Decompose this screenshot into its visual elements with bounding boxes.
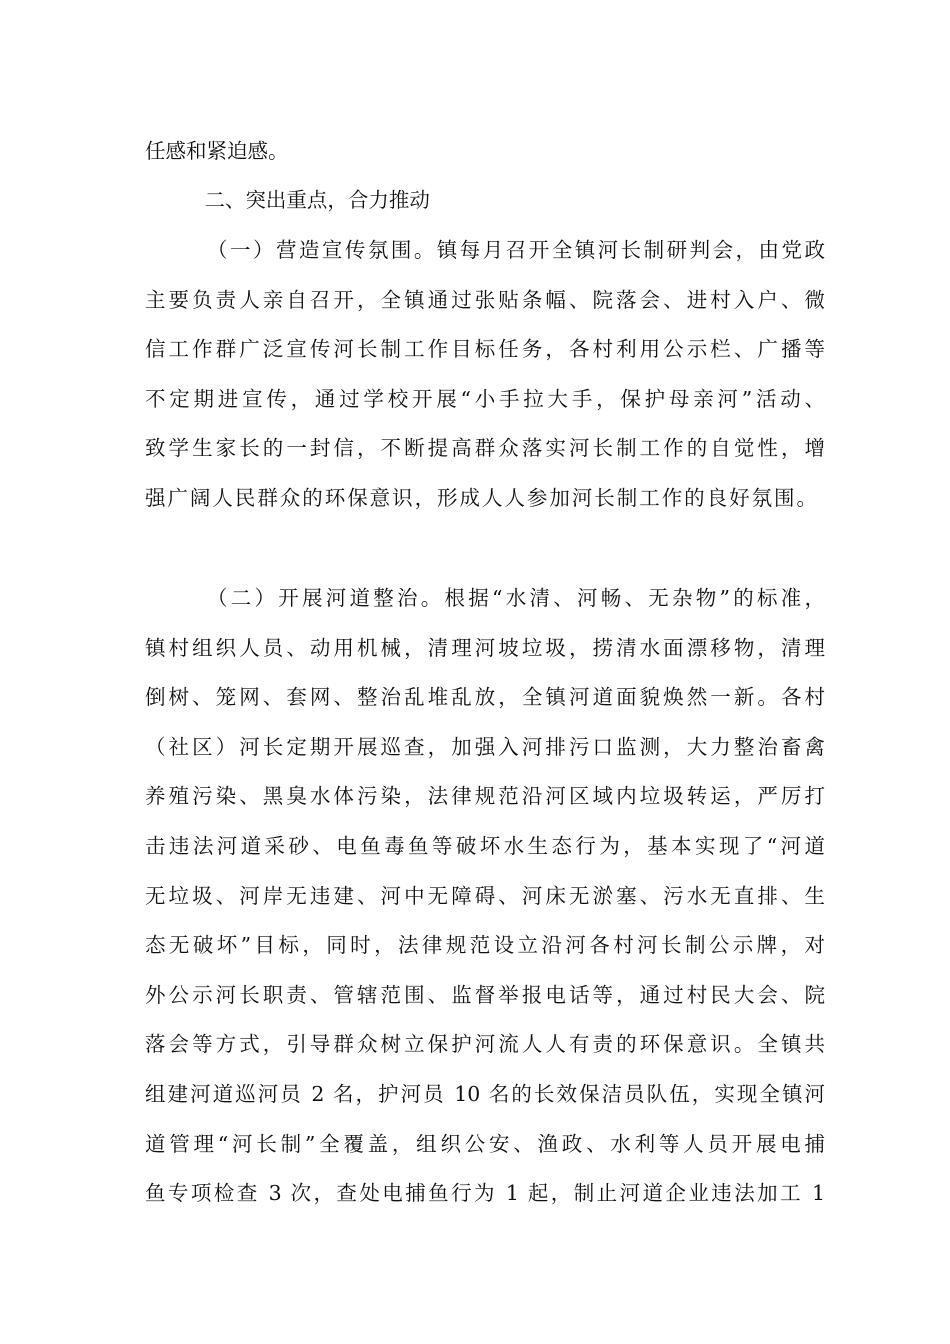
text-line: 态无破坏”目标，同时，法律规范设立沿河各村河长制公示牌，对: [145, 933, 825, 958]
heading-line: 二、突出重点，合力推动: [204, 188, 430, 212]
section-heading: [145, 176, 825, 226]
text-line: 养殖污染、黑臭水体污染，法律规范沿河区域内垃圾转运，严厉打: [145, 784, 825, 809]
text-line: 不定期进宣传，通过学校开展“小手拉大手，保护母亲河”活动、: [145, 386, 825, 411]
text-line: 无垃圾、河岸无违建、河中无障碍、河床无淤塞、污水无直排、生: [145, 883, 825, 908]
paragraph-publicity: [145, 226, 825, 524]
text-line: （社区）河长定期开展巡查，加强入河排污口监测，大力整治畜禽: [145, 734, 825, 759]
text-line: 外公示河长职责、管辖范围、监督举报电话等，通过村民大会、院: [145, 982, 825, 1007]
text-line: 致学生家长的一封信，不断提高群众落实河长制工作的自觉性，增: [145, 436, 825, 461]
paragraph-river-management: [145, 574, 825, 1219]
text-line: 镇村组织人员、动用机械，清理河坡垃圾，捞清水面漂移物，清理: [145, 635, 825, 660]
text-line: （二）开展河道整治。根据“水清、河畅、无杂物”的标准，: [207, 586, 825, 610]
text-line: 击违法河道采砂、电鱼毒鱼等破坏水生态行为，基本实现了“河道: [145, 833, 825, 858]
text-line: （一）营造宣传氛围。镇每月召开全镇河长制研判会，由党政: [207, 238, 825, 262]
text-line: 信工作群广泛宣传河长制工作目标任务，各村利用公示栏、广播等: [145, 337, 825, 362]
continuation-text: [145, 127, 825, 177]
text-line: 任感和紧迫感。: [145, 139, 289, 163]
text-line: 组建河道巡河员 2 名，护河员 10 名的长效保洁员队伍，实现全镇河: [145, 1081, 825, 1106]
text-line: 鱼专项检查 3 次，查处电捕鱼行为 1 起，制止河道企业违法加工 1: [145, 1181, 825, 1206]
text-line: 强广阔人民群众的环保意识，形成人人参加河长制工作的良好氛围。: [145, 485, 817, 510]
text-line: 道管理“河长制”全覆盖，组织公安、渔政、水利等人员开展电捕: [145, 1131, 825, 1156]
text-line: 落会等方式，引导群众树立保护河流人人有责的环保意识。全镇共: [145, 1032, 825, 1057]
text-line: 主要负责人亲自召开，全镇通过张贴条幅、院落会、进村入户、微: [145, 287, 825, 312]
text-line: 倒树、笼网、套网、整治乱堆乱放，全镇河道面貌焕然一新。各村: [145, 685, 825, 710]
